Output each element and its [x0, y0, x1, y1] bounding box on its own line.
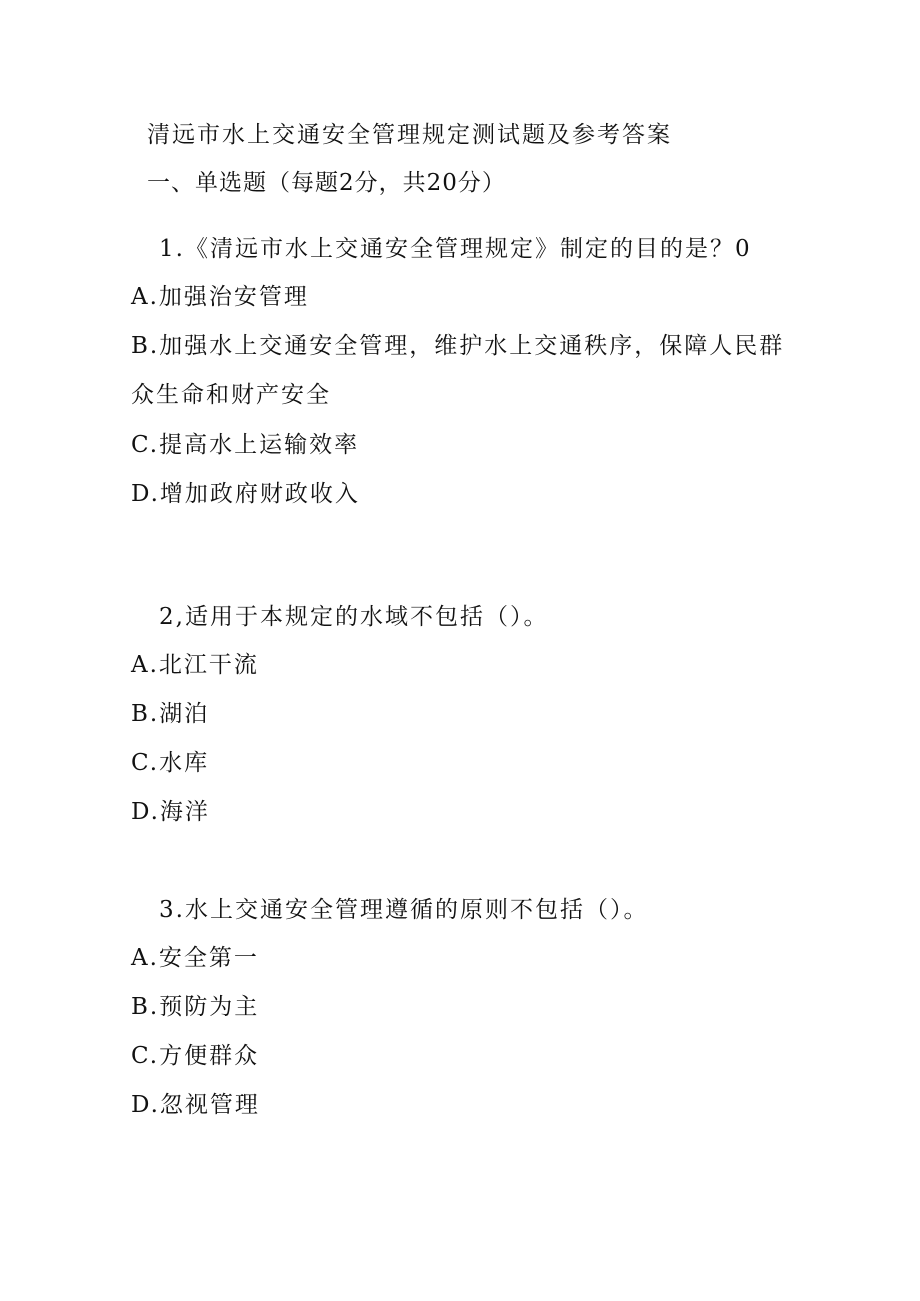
option-b: B.湖泊 — [131, 701, 210, 727]
option-d: D.忽视管理 — [131, 1092, 260, 1118]
option-c: C.方便群众 — [131, 1043, 260, 1069]
question-stem: 1.《清远市水上交通安全管理规定》制定的目的是？0 — [159, 236, 752, 262]
option-b: B.预防为主 — [131, 994, 260, 1020]
question-3 — [131, 893, 791, 1137]
question-stem: 2,适用于本规定的水域不包括（）。 — [159, 604, 549, 630]
option-d: D.海洋 — [131, 799, 210, 825]
option-d: D.增加政府财政收入 — [131, 481, 360, 507]
option-a: A.北江干流 — [131, 652, 259, 678]
section-heading: 一、单选题（每题2分，共20分） — [147, 170, 506, 196]
option-c: C.提高水上运输效率 — [131, 432, 360, 458]
option-a: A.加强治安管理 — [131, 284, 309, 310]
option-c: C.水库 — [131, 750, 210, 776]
document-title: 清远市水上交通安全管理规定测试题及参考答案 — [147, 122, 672, 148]
question-2 — [131, 600, 791, 844]
question-stem: 3.水上交通安全管理遵循的原则不包括（）。 — [159, 897, 649, 923]
option-b: B.加强水上交通安全管理，维护水上交通秩序，保障人民群众生命和财产安全 — [131, 333, 785, 408]
question-1 — [131, 232, 791, 526]
option-a: A.安全第一 — [131, 945, 259, 971]
